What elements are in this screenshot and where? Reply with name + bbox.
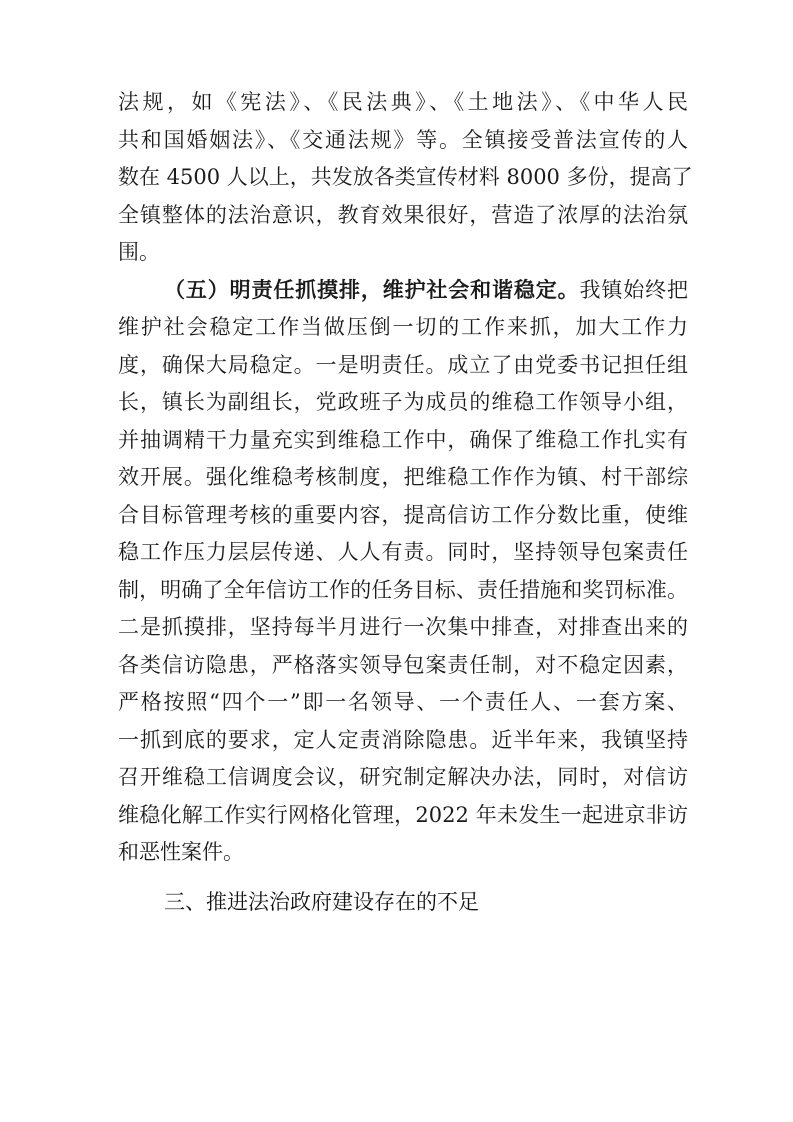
paragraph-line: 共和国婚姻法》、《交通法规》等。全镇接受普法宣传的人	[118, 127, 688, 152]
paragraph-stability	[118, 272, 688, 872]
paragraph-line: 维护社会稳定工作当做压倒一切的工作来抓，加大工作力	[118, 315, 688, 339]
document-page	[118, 84, 693, 922]
paragraph-line: 合目标管理考核的重要内容，提高信访工作分数比重，使维	[118, 502, 688, 527]
paragraph-line: 围。	[118, 240, 160, 264]
paragraph-first-line	[118, 272, 688, 310]
paragraph-line: 长，镇长为副组长，党政班子为成员的维稳工作领导小组，	[118, 390, 688, 414]
paragraph-line: 二是抓摸排，坚持每半月进行一次集中排查，对排查出来的	[118, 615, 688, 639]
section-heading: 三、推进法治政府建设存在的不足	[164, 889, 479, 914]
paragraph-line: 严格按照“四个一”即一名领导、一个责任人、一套方案、	[118, 690, 688, 714]
paragraph-line: 各类信访隐患，严格落实领导包案责任制，对不稳定因素，	[118, 652, 688, 677]
paragraph-line: 数在 4500 人以上，共发放各类宣传材料 8000 多份，提高了	[118, 165, 693, 189]
paragraph-line: 和恶性案件。	[118, 840, 244, 864]
subsection-heading: （五）明责任抓摸排，维护社会和谐稳定。	[164, 277, 580, 302]
paragraph-propaganda	[118, 84, 693, 272]
paragraph-line: 召开维稳工信调度会议，研究制定解决办法，同时，对信访	[118, 765, 688, 789]
paragraph-line: 全镇整体的法治意识，教育效果很好，营造了浓厚的法治氛	[118, 202, 688, 227]
paragraph-line: 维稳化解工作实行网格化管理，2022 年未发生一起进京非访	[118, 802, 688, 827]
paragraph-line: 制，明确了全年信访工作的任务目标、责任措施和奖罚标准。	[118, 577, 688, 602]
paragraph-line: 法规，如《宪法》、《民法典》、《土地法》、《中华人民	[118, 90, 688, 114]
paragraph-text: 我镇始终把	[579, 277, 689, 302]
paragraph-line: 度，确保大局稳定。一是明责任。成立了由党委书记担任组	[118, 352, 688, 377]
paragraph-line: 一抓到底的要求，定人定责消除隐患。近半年来，我镇坚持	[118, 727, 688, 752]
paragraph-line: 稳工作压力层层传递、人人有责。同时，坚持领导包案责任	[118, 540, 688, 564]
paragraph-line: 效开展。强化维稳考核制度，把维稳工作作为镇、村干部综	[118, 465, 688, 489]
paragraph-line: 并抽调精干力量充实到维稳工作中，确保了维稳工作扎实有	[118, 427, 688, 452]
